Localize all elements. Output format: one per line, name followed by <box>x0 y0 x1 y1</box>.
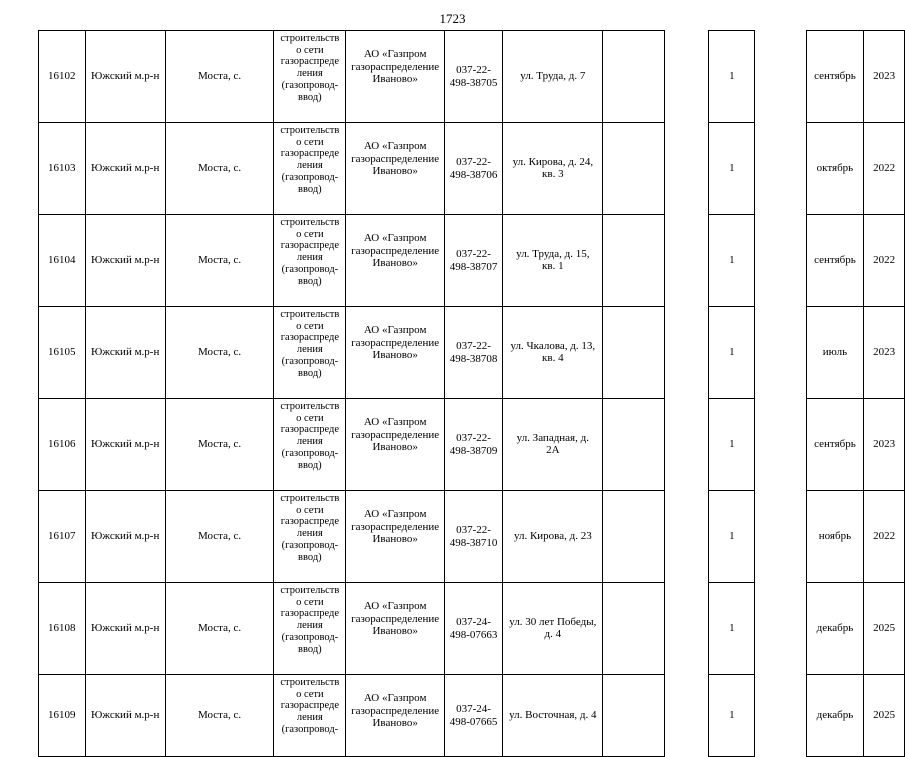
object-cell-line: газораспреде <box>280 700 340 712</box>
object-cell-line: ления <box>296 712 323 724</box>
spacer-cell <box>665 307 709 399</box>
object-cell-line: о сети <box>296 596 324 608</box>
organization-cell-line: Иваново» <box>372 349 418 361</box>
object-cell <box>274 399 346 491</box>
year-cell: 2025 <box>864 675 905 757</box>
row-number-cell: 16103 <box>39 123 86 215</box>
address-cell <box>503 675 603 757</box>
object-cell-line: ления <box>296 68 323 80</box>
row-number-cell: 16106 <box>39 399 86 491</box>
object-cell-line: строительств <box>280 401 340 412</box>
count-cell: 1 <box>709 31 755 123</box>
empty-cell <box>603 491 665 583</box>
row-number-cell: 16109 <box>39 675 86 757</box>
object-cell-line: ления <box>296 160 323 172</box>
organization-cell-line: АО «Газпром <box>363 324 427 336</box>
count-cell: 1 <box>709 215 755 307</box>
locality-cell: Моста, с. <box>165 675 273 757</box>
organization-cell-line: газораспределение <box>351 612 440 625</box>
object-cell-line: о сети <box>296 44 324 56</box>
spacer-cell <box>755 307 806 399</box>
object-cell-line: газораспреде <box>280 56 340 68</box>
count-cell: 1 <box>709 491 755 583</box>
address-cell-line: ул. Кирова, д. 24, <box>512 156 594 168</box>
cadastral-number-cell-line: 498-38707 <box>449 260 498 273</box>
spacer-cell <box>755 491 806 583</box>
cadastral-number-cell <box>444 675 502 757</box>
object-cell-line: о сети <box>296 320 324 332</box>
month-cell: декабрь <box>806 583 864 675</box>
object-cell-line: (газопровод- <box>281 355 339 367</box>
table-row <box>39 583 905 675</box>
object-cell-line: о сети <box>296 504 324 516</box>
object-cell <box>274 123 346 215</box>
object-cell <box>274 675 346 757</box>
organization-cell-line: АО «Газпром <box>363 416 427 428</box>
spacer-cell <box>755 31 806 123</box>
organization-cell-line: Иваново» <box>372 73 418 85</box>
table-row <box>39 307 905 399</box>
spacer-cell <box>665 31 709 123</box>
locality-cell: Моста, с. <box>165 399 273 491</box>
organization-cell-line: газораспределение <box>351 520 440 533</box>
district-cell: Южский м.р-н <box>85 307 165 399</box>
organization-cell-line: Иваново» <box>372 625 418 637</box>
district-cell: Южский м.р-н <box>85 123 165 215</box>
object-cell-line: ввод) <box>298 367 322 379</box>
object-cell <box>274 491 346 583</box>
object-cell-line: ления <box>296 528 323 540</box>
locality-cell: Моста, с. <box>165 31 273 123</box>
object-cell-line: строительств <box>280 217 340 228</box>
cadastral-number-cell-line: 037-22- <box>456 248 491 260</box>
empty-cell <box>603 307 665 399</box>
cadastral-number-cell-line: 037-22- <box>456 340 491 352</box>
cadastral-number-cell-line: 498-38705 <box>449 76 498 89</box>
cadastral-number-cell-line: 498-07665 <box>449 715 498 728</box>
object-cell-line: (газопровод- <box>281 171 339 183</box>
year-cell: 2023 <box>864 31 905 123</box>
cadastral-number-cell-line: 037-24- <box>456 703 491 715</box>
object-cell-line: ления <box>296 344 323 356</box>
empty-cell <box>603 215 665 307</box>
address-cell-line: д. 4 <box>544 627 562 640</box>
empty-cell <box>603 399 665 491</box>
address-cell-line: ул. Восточная, д. 4 <box>509 708 597 721</box>
cadastral-number-cell-line: 498-38708 <box>449 352 498 365</box>
cadastral-number-cell-line: 498-07663 <box>449 628 498 641</box>
object-cell-line: (газопровод- <box>281 539 339 551</box>
object-cell-line: (газопровод- <box>281 631 339 643</box>
page-number: 1723 <box>439 11 466 26</box>
district-cell: Южский м.р-н <box>85 675 165 757</box>
object-cell-line: ления <box>296 252 323 264</box>
object-cell-line: ввод) <box>298 643 322 655</box>
spacer-cell <box>665 123 709 215</box>
address-cell-line: 2А <box>546 443 560 456</box>
organization-cell-line: газораспределение <box>351 704 440 717</box>
address-cell <box>503 399 603 491</box>
locality-cell: Моста, с. <box>165 491 273 583</box>
spacer-cell <box>755 123 806 215</box>
object-cell-line: строительств <box>280 125 340 136</box>
count-cell: 1 <box>709 123 755 215</box>
year-cell: 2023 <box>864 307 905 399</box>
gasification-register-table <box>38 30 905 757</box>
address-cell <box>503 491 603 583</box>
object-cell <box>274 307 346 399</box>
organization-cell <box>346 123 444 215</box>
row-number-cell: 16104 <box>39 215 86 307</box>
cadastral-number-cell <box>444 123 502 215</box>
year-cell: 2022 <box>864 123 905 215</box>
organization-cell-line: газораспределение <box>351 60 440 73</box>
object-cell-line: (газопровод- <box>281 723 339 735</box>
object-cell <box>274 583 346 675</box>
object-cell-line: ввод) <box>298 91 322 103</box>
row-number-cell: 16102 <box>39 31 86 123</box>
cadastral-number-cell-line: 037-22- <box>456 524 491 536</box>
row-number-cell: 16107 <box>39 491 86 583</box>
spacer-cell <box>755 583 806 675</box>
cadastral-number-cell <box>444 215 502 307</box>
address-cell-line: ул. Чкалова, д. 13, <box>510 340 596 352</box>
organization-cell <box>346 675 444 757</box>
address-cell-line: ул. Западная, д. <box>516 432 589 444</box>
object-cell-line: о сети <box>296 688 324 700</box>
locality-cell: Моста, с. <box>165 215 273 307</box>
object-cell-line: ввод) <box>298 551 322 563</box>
month-cell: сентябрь <box>806 215 864 307</box>
month-cell: декабрь <box>806 675 864 757</box>
organization-cell <box>346 31 444 123</box>
object-cell-line: газораспреде <box>280 148 340 160</box>
organization-cell-line: Иваново» <box>372 165 418 177</box>
organization-cell-line: Иваново» <box>372 257 418 269</box>
object-cell-line: (газопровод- <box>281 263 339 275</box>
row-number-cell: 16105 <box>39 307 86 399</box>
object-cell-line: строительств <box>280 677 340 688</box>
address-cell-line: ул. Труда, д. 15, <box>516 248 590 260</box>
organization-cell-line: АО «Газпром <box>363 600 427 612</box>
object-cell-line: о сети <box>296 412 324 424</box>
address-cell-line: ул. Труда, д. 7 <box>520 69 586 82</box>
organization-cell <box>346 399 444 491</box>
cadastral-number-cell-line: 037-22- <box>456 432 491 444</box>
cadastral-number-cell-line: 037-24- <box>456 616 491 628</box>
month-cell: июль <box>806 307 864 399</box>
organization-cell-line: Иваново» <box>372 717 418 729</box>
year-cell: 2022 <box>864 491 905 583</box>
object-cell-line: газораспреде <box>280 608 340 620</box>
cadastral-number-cell-line: 498-38709 <box>449 444 498 457</box>
object-cell-line: ления <box>296 620 323 632</box>
object-cell-line: газораспреде <box>280 424 340 436</box>
object-cell-line: ввод) <box>298 459 322 471</box>
table-row <box>39 675 905 757</box>
year-cell: 2022 <box>864 215 905 307</box>
count-cell: 1 <box>709 399 755 491</box>
spacer-cell <box>665 583 709 675</box>
district-cell: Южский м.р-н <box>85 399 165 491</box>
object-cell-line: газораспреде <box>280 240 340 252</box>
object-cell-line: ввод) <box>298 183 322 195</box>
address-cell-line: кв. 3 <box>542 167 564 180</box>
address-cell <box>503 307 603 399</box>
organization-cell <box>346 491 444 583</box>
organization-cell-line: АО «Газпром <box>363 692 427 704</box>
address-cell-line: ул. Кирова, д. 23 <box>513 529 592 542</box>
cadastral-number-cell <box>444 399 502 491</box>
cadastral-number-cell <box>444 31 502 123</box>
empty-cell <box>603 583 665 675</box>
organization-cell-line: АО «Газпром <box>363 48 427 60</box>
month-cell: сентябрь <box>806 31 864 123</box>
organization-cell-line: АО «Газпром <box>363 508 427 520</box>
empty-cell <box>603 31 665 123</box>
object-cell-line: ления <box>296 436 323 448</box>
object-cell-line: строительств <box>280 309 340 320</box>
cadastral-number-cell-line: 037-22- <box>456 64 491 76</box>
object-cell-line: строительств <box>280 33 340 44</box>
spacer-cell <box>755 675 806 757</box>
object-cell-line: (газопровод- <box>281 447 339 459</box>
object-cell-line: о сети <box>296 136 324 148</box>
cadastral-number-cell-line: 037-22- <box>456 156 491 168</box>
month-cell: октябрь <box>806 123 864 215</box>
address-cell-line: ул. 30 лет Победы, <box>509 616 597 628</box>
address-cell <box>503 31 603 123</box>
cadastral-number-cell-line: 498-38706 <box>449 168 498 181</box>
organization-cell <box>346 307 444 399</box>
organization-cell-line: газораспределение <box>351 428 440 441</box>
address-cell-line: кв. 1 <box>542 259 564 272</box>
locality-cell: Моста, с. <box>165 123 273 215</box>
spacer-cell <box>665 399 709 491</box>
spacer-cell <box>665 215 709 307</box>
object-cell-line: строительств <box>280 585 340 596</box>
empty-cell <box>603 675 665 757</box>
cadastral-number-cell-line: 498-38710 <box>449 536 498 549</box>
empty-cell <box>603 123 665 215</box>
organization-cell-line: Иваново» <box>372 533 418 545</box>
table-row <box>39 491 905 583</box>
spacer-cell <box>755 215 806 307</box>
locality-cell: Моста, с. <box>165 307 273 399</box>
year-cell: 2023 <box>864 399 905 491</box>
address-cell <box>503 123 603 215</box>
count-cell: 1 <box>709 583 755 675</box>
organization-cell-line: газораспределение <box>351 336 440 349</box>
organization-cell-line: АО «Газпром <box>363 140 427 152</box>
row-number-cell: 16108 <box>39 583 86 675</box>
object-cell-line: ввод) <box>298 275 322 287</box>
table-row <box>39 31 905 123</box>
count-cell: 1 <box>709 675 755 757</box>
object-cell <box>274 31 346 123</box>
district-cell: Южский м.р-н <box>85 491 165 583</box>
address-cell-line: кв. 4 <box>542 351 564 364</box>
table-row <box>39 399 905 491</box>
cadastral-number-cell <box>444 307 502 399</box>
cadastral-number-cell <box>444 491 502 583</box>
object-cell-line: газораспреде <box>280 516 340 528</box>
district-cell: Южский м.р-н <box>85 583 165 675</box>
object-cell-line: газораспреде <box>280 332 340 344</box>
cadastral-number-cell <box>444 583 502 675</box>
table-row <box>39 123 905 215</box>
organization-cell <box>346 583 444 675</box>
year-cell: 2025 <box>864 583 905 675</box>
district-cell: Южский м.р-н <box>85 31 165 123</box>
locality-cell: Моста, с. <box>165 583 273 675</box>
address-cell <box>503 583 603 675</box>
table-row <box>39 215 905 307</box>
organization-cell <box>346 215 444 307</box>
organization-cell-line: газораспределение <box>351 152 440 165</box>
spacer-cell <box>665 675 709 757</box>
month-cell: сентябрь <box>806 399 864 491</box>
month-cell: ноябрь <box>806 491 864 583</box>
organization-cell-line: газораспределение <box>351 244 440 257</box>
count-cell: 1 <box>709 307 755 399</box>
object-cell-line: о сети <box>296 228 324 240</box>
spacer-cell <box>755 399 806 491</box>
organization-cell-line: Иваново» <box>372 441 418 453</box>
object-cell-line: (газопровод- <box>281 79 339 91</box>
object-cell <box>274 215 346 307</box>
spacer-cell <box>665 491 709 583</box>
object-cell-line: строительств <box>280 493 340 504</box>
organization-cell-line: АО «Газпром <box>363 232 427 244</box>
address-cell <box>503 215 603 307</box>
district-cell: Южский м.р-н <box>85 215 165 307</box>
